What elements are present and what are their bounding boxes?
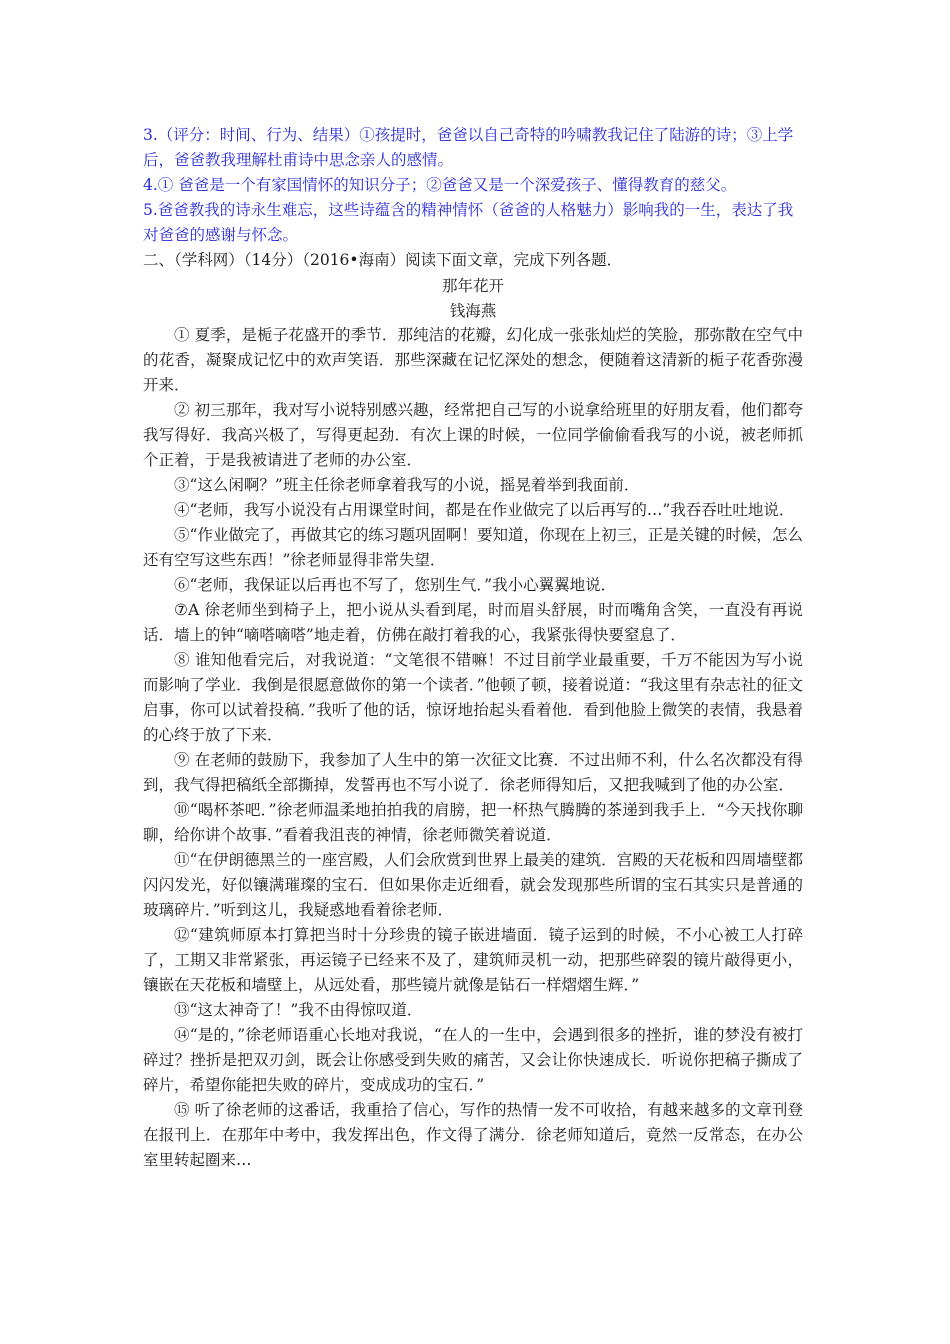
article-author: 钱海燕: [449, 302, 497, 320]
article-title: 那年花开: [441, 277, 504, 295]
paragraph: ⑦A 徐老师坐到椅子上，把小说从头看到尾，时而眉头舒展，时而嘴角含笑，一直没有再说话．墙上的钟“嘀嗒嘀嗒”地走着，仿佛在敲打着我的心，我紧张得快要窒息了．: [143, 601, 803, 644]
paragraph: ⑪“在伊朗德黑兰的一座宫殿，人们会欣赏到世界上最美的建筑．宫殿的天花板和四周墙壁都闪闪发光，好似镶满璀璨的宝石．但如果你走近细看，就会发现那些所谓的宝石其实只是普通的玻璃碎片．”听到这儿，我疑惑地看着徐老师．: [143, 851, 803, 919]
article-body: [143, 323, 803, 1173]
paragraph: ③“这么闲啊？”班主任徐老师拿着我写的小说，摇晃着举到我面前．: [174, 476, 640, 494]
paragraph: ⑬“这太神奇了！”我不由得惊叹道．: [174, 1001, 423, 1019]
answer-5: 5.爸爸教我的诗永生难忘，这些诗蕴含的精神情怀（爸爸的人格魅力）影响我的一生，表达了我对爸爸的感谢与怀念。: [143, 201, 794, 244]
paragraph: ④“老师，我写小说没有占用课堂时间，都是在作业做完了以后再写的…”我吞吞吐吐地说．: [174, 501, 795, 519]
paragraph: ⑨ 在老师的鼓励下，我参加了人生中的第一次征文比赛．不过出师不利，什么名次都没有得到，我气得把稿纸全部撕掉，发誓再也不写小说了．徐老师得知后，又把我喊到了他的办公室．: [143, 751, 803, 794]
section-header: 二、（学科网）（14分）（2016•海南）阅读下面文章，完成下列各题．: [143, 251, 623, 269]
paragraph: ⑥“老师，我保证以后再也不写了，您别生气．”我小心翼翼地说．: [174, 576, 617, 594]
answer-section: [143, 123, 803, 248]
paragraph: ② 初三那年，我对写小说特别感兴趣，经常把自己写的小说拿给班里的好朋友看，他们都夸我写得好．我高兴极了，写得更起劲．有次上课的时候，一位同学偷偷看我写的小说，被老师抓个正着，于是我被请进了老师的办公室．: [143, 401, 803, 469]
paragraph: ⑩“喝杯茶吧．”徐老师温柔地拍拍我的肩膀，把一杯热气腾腾的茶递到我手上．“今天找你聊聊，给你讲个故事．”看着我沮丧的神情，徐老师微笑着说道．: [143, 801, 803, 844]
paragraph: ① 夏季，是栀子花盛开的季节．那纯洁的花瓣，幻化成一张张灿烂的笑脸，那弥散在空气中的花香，凝聚成记忆中的欢声笑语．那些深藏在记忆深处的想念，便随着这清新的栀子花香弥漫开来．: [143, 326, 803, 394]
answer-3: 3.（评分：时间、行为、结果）①孩提时，爸爸以自己奇特的吟啸教我记住了陆游的诗；③上学后，爸爸教我理解杜甫诗中思念亲人的感情。: [143, 126, 794, 169]
paragraph: ⑫“建筑师原本打算把当时十分珍贵的镜子嵌进墙面．镜子运到的时候，不小心被工人打碎了，工期又非常紧张，再运镜子已经来不及了，建筑师灵机一动，把那些碎裂的镜片敲得更小，镶嵌在天花板和墙壁上，从远处看，那些镜片就像是钻石一样熠熠生辉．”: [143, 926, 803, 994]
paragraph: ⑧ 谁知他看完后，对我说道：“文笔很不错嘛！不过目前学业最重要，千万不能因为写小说而影响了学业．我倒是很愿意做你的第一个读者．”他顿了顿，接着说道：“我这里有杂志社的征文启事，你可以试着投稿．”我听了他的话，惊讶地抬起头看着他．看到他脸上微笑的表情，我悬着的心终于放了下来．: [143, 651, 803, 744]
paragraph: ⑤“作业做完了，再做其它的练习题巩固啊！要知道，你现在上初三，正是关键的时候，怎么还有空写这些东西！”徐老师显得非常失望．: [143, 526, 803, 569]
paragraph: ⑮ 听了徐老师的这番话，我重拾了信心，写作的热情一发不可收拾，有越来越多的文章刊登在报刊上．在那年中考中，我发挥出色，作文得了满分．徐老师知道后，竟然一反常态，在办公室里转起圈来…: [143, 1101, 803, 1169]
answer-4: 4.① 爸爸是一个有家国情怀的知识分子；②爸爸又是一个深爱孩子、懂得教育的慈父。: [143, 176, 737, 194]
paragraph: ⑭“是的，”徐老师语重心长地对我说，“在人的一生中，会遇到很多的挫折，谁的梦没有被打碎过？挫折是把双刃剑，既会让你感受到失败的痛苦，又会让你快速成长．听说你把稿子撕成了碎片，希望你能把失败的碎片，变成成功的宝石．”: [143, 1026, 803, 1094]
